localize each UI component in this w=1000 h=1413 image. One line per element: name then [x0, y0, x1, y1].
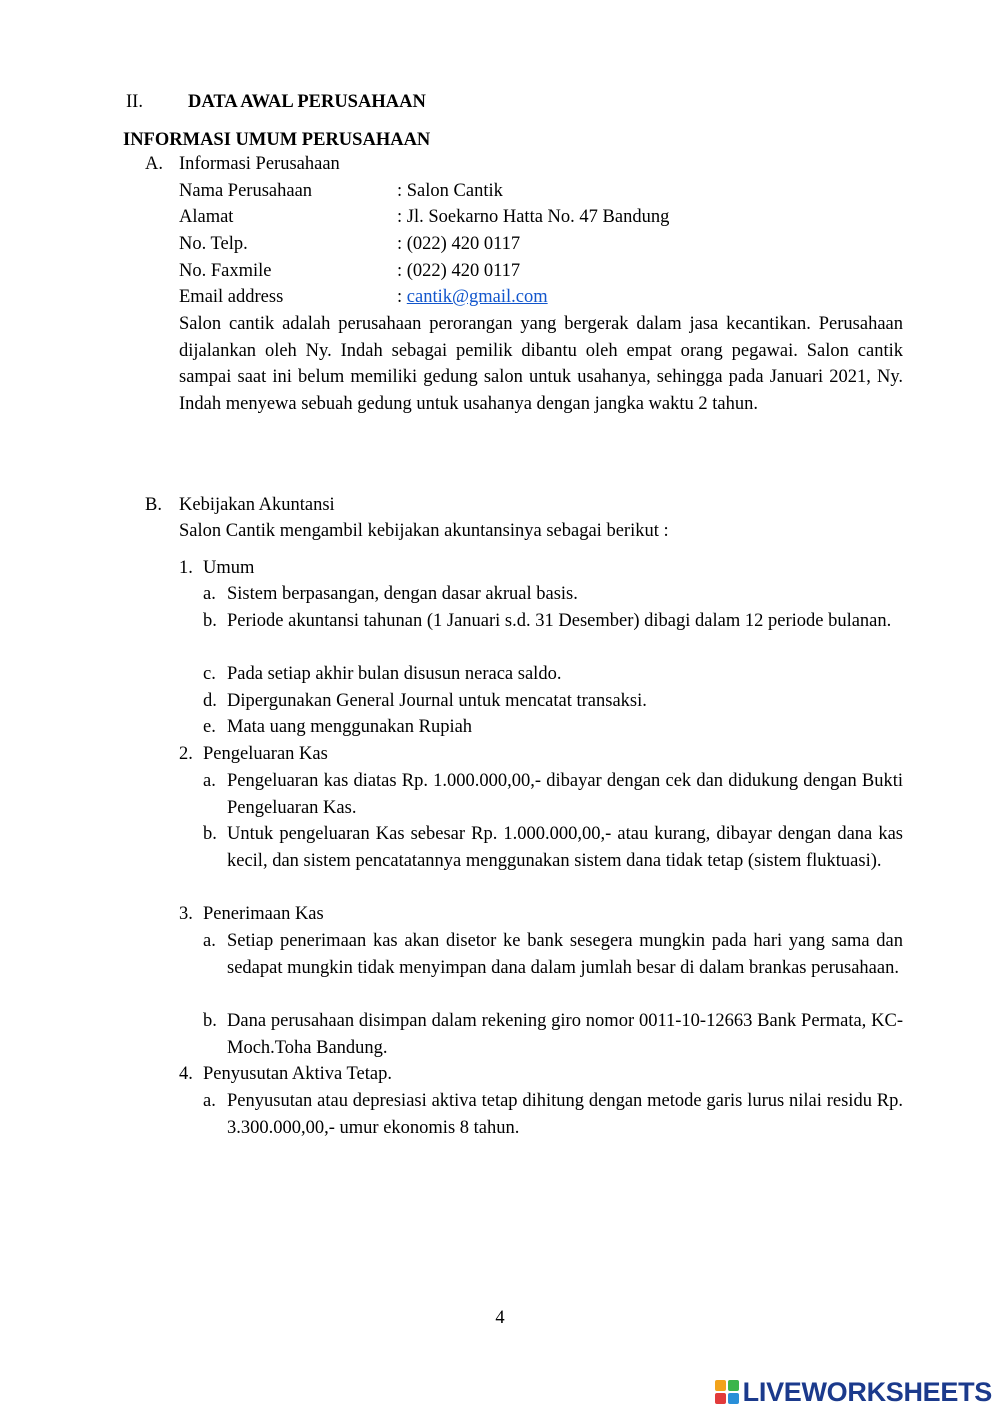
field-value-fax [397, 258, 520, 285]
item-letter: a. [203, 584, 216, 604]
group-title-cash-in: Penerimaan Kas [203, 904, 324, 924]
field-colon: : [397, 181, 407, 201]
list-item: Dipergunakan General Journal untuk mencatat transaksi. [227, 691, 647, 711]
list-item: Periode akuntansi tahunan (1 Januari s.d. 31 Desember) dibagi dalam 12 periode bulanan. [227, 611, 892, 631]
field-value-email [397, 284, 548, 311]
liveworksheets-mark-icon [715, 1380, 739, 1404]
field-label-company-name: Nama Perusahaan [179, 181, 313, 201]
logo-tile [728, 1393, 739, 1404]
field-colon: : [397, 234, 407, 254]
policy-intro: Salon Cantik mengambil kebijakan akuntansinya sebagai berikut : [179, 521, 669, 541]
field-label-address: Alamat [179, 207, 234, 227]
liveworksheets-wordmark: LIVEWORKSHEETS [742, 1377, 992, 1407]
field-colon: : [397, 287, 407, 307]
group-title-depreciation: Penyusutan Aktiva Tetap. [203, 1064, 392, 1084]
item-letter: e. [203, 717, 216, 737]
group-number-1: 1. [179, 558, 193, 578]
field-colon: : [397, 207, 407, 227]
field-value-company-name [397, 178, 503, 205]
field-value-address [397, 204, 669, 231]
item-letter: b. [203, 611, 217, 631]
item-letter: d. [203, 691, 217, 711]
info-title: INFORMASI UMUM PERUSAHAAN [123, 130, 431, 150]
field-value-phone [397, 231, 520, 258]
section-title: DATA AWAL PERUSAHAAN [188, 92, 426, 112]
group-number-4: 4. [179, 1064, 193, 1084]
page-number: 4 [495, 1308, 505, 1328]
phone-value: (022) 420 0117 [406, 234, 521, 254]
item-letter: b. [203, 824, 217, 844]
section-number: II. [126, 92, 143, 112]
list-item: Penyusutan atau depresiasi aktiva tetap dihitung dengan metode garis lurus nilai residu Rp. 3.300.000,00,- umur ekonomis 8 tahun. [227, 1091, 903, 1138]
list-item: Pengeluaran kas diatas Rp. 1.000.000,00,- dibayar dengan cek dan didukung dengan Bukti Pengeluaran Kas. [227, 771, 903, 818]
address-value: Jl. Soekarno Hatta No. 47 Bandung [406, 207, 670, 227]
list-item: Untuk pengeluaran Kas sebesar Rp. 1.000.000,00,- atau kurang, dibayar dengan dana kas kecil, dan sistem pencatatannya menggunakan sistem dana tidak tetap (sistem fluktuasi). [227, 824, 903, 871]
field-label-email: Email address [179, 287, 284, 307]
field-colon: : [397, 261, 407, 281]
item-letter: a. [203, 931, 216, 951]
list-item: Sistem berpasangan, dengan dasar akrual basis. [227, 584, 578, 604]
list-item: Mata uang menggunakan Rupiah [227, 717, 473, 737]
company-name-value: Salon Cantik [406, 181, 503, 201]
policy-heading: Kebijakan Akuntansi [179, 495, 335, 515]
group-title-general: Umum [203, 558, 255, 578]
logo-tile [715, 1393, 726, 1404]
item-letter: a. [203, 771, 216, 791]
item-letter: a. [203, 1091, 216, 1111]
group-number-2: 2. [179, 744, 193, 764]
company-description: Salon cantik adalah perusahaan perorangan yang bergerak dalam jasa kecantikan. Perusahaan dijalankan oleh Ny. Indah sebagai pemilik dibantu oleh empat orang pegawai. Salon cantik sampai saat ini belum memiliki gedung salon untuk usahanya, sehingga pada Januari 2021, Ny. Indah menyewa sebuah gedung untuk usahanya dengan jangka waktu 2 tahun. [179, 314, 903, 414]
item-letter: b. [203, 1011, 217, 1031]
item-letter: c. [203, 664, 216, 684]
list-item: Setiap penerimaan kas akan disetor ke bank sesegera mungkin pada hari yang sama dan sedapat mungkin tidak menyimpan dana dalam jumlah besar di dalam brankas perusahaan. [227, 931, 903, 978]
group-title-cash-out: Pengeluaran Kas [203, 744, 328, 764]
list-item: Pada setiap akhir bulan disusun neraca saldo. [227, 664, 562, 684]
policy-letter: B. [145, 495, 162, 515]
field-label-phone: No. Telp. [179, 234, 248, 254]
liveworksheets-logo[interactable] [715, 1375, 992, 1409]
email-link[interactable]: cantik@gmail.com [406, 287, 548, 307]
company-info-letter: A. [145, 154, 163, 174]
group-number-3: 3. [179, 904, 193, 924]
logo-tile [715, 1380, 726, 1391]
list-item: Dana perusahaan disimpan dalam rekening giro nomor 0011-10-12663 Bank Permata, KC-Moch.Toha Bandung. [227, 1011, 903, 1058]
fax-value: (022) 420 0117 [406, 261, 521, 281]
company-info-heading: Informasi Perusahaan [179, 154, 340, 174]
logo-tile [728, 1380, 739, 1391]
field-label-fax: No. Faxmile [179, 261, 272, 281]
